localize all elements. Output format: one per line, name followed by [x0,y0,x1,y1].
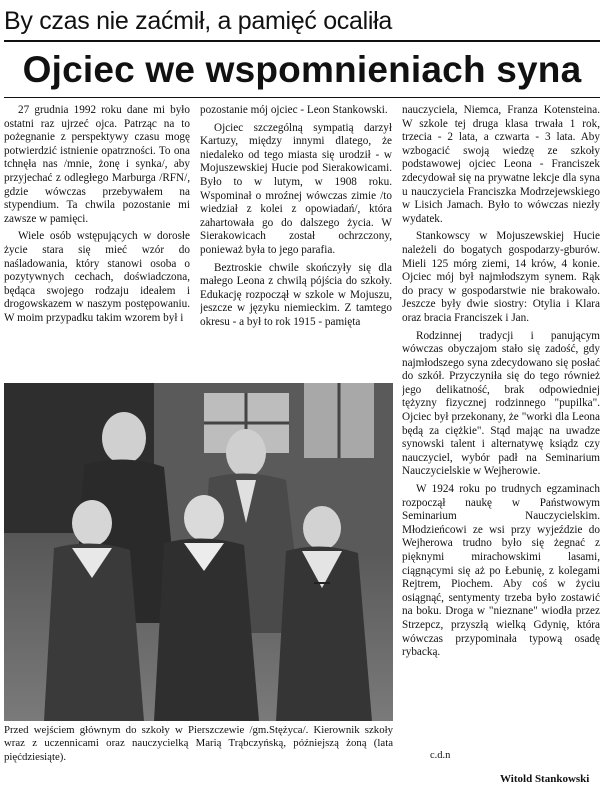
photo-caption: Przed wejściem głównym do szkoły w Pierszczewie /gm.Stężyca/. Kierownik szkoły wraz z uczennicami oraz nauczycielką Marią Trąbczyńską, późniejszą żoną (lata pięćdziesiąte). [4,724,393,763]
section-kicker: By czas nie zaćmił, a pamięć ocaliła [4,7,392,35]
paragraph: Stankowscy w Mojuszewskiej Hucie należeli do bogatych gospodarzy-gburów. Mieli 125 mórg ziemi, 14 krów, 4 konie. Ojciec mój był najmłodszym synem. Rąk do pracy w gospodarstwie nie brakowało. Jeszcze były dwie siostry: Otylia i Klara oraz bracia Franciszek i Jan. [402,230,600,324]
paragraph: Beztroskie chwile skończyły się dla małego Leona z chwilą pójścia do szkoły. Edukację rozpoczął w szkole w Mojuszu, jeszcze w języku niemieckim. Z tamtego okresu - a był to rok 1915 - pamięta [200,261,392,328]
paragraph: Ojciec szczególną sympatią darzył Kartuzy, między innymi dlatego, że niedaleko od tego miasta się urodził - w Mojuszewskiej Hucie pod Sierakowicami. Było to w lutym, w 1908 roku. Wspominał o mroźnej wówczas zimie /to wiedział z kolei z opowiadań/, która zahartowała go do dalszego życia. W Sierakowicach został ochrzczony, ponieważ była to jego parafia. [200,121,392,256]
paragraph: Wiele osób wstępujących w dorosłe życie stara się mieć wzór do naśladowania, który stanowi osoba o pozytywnych cechach, doświadczona, będąca swojego rodzaju ideałem i drogowskazem w naszym postępowaniu. W moim przypadku takim wzorem był i [4,230,190,324]
header-rule [4,40,600,42]
group-photo [4,383,393,721]
article-column-1 [4,104,190,376]
group-photo-illustration [4,383,393,721]
article-column-3 [402,104,600,748]
paragraph: nauczyciela, Niemca, Franza Kotensteina. W szkole tej druga klasa trwała 1 rok, trzecia - 2 lata, a czwarta - 3 lata. Aby wzbogacić swoją wiedzę ze szkoły podstawowej ojciec Leona - Franciszek zdecydował się na prywatne lekcje dla syna u nauczyciela Franciszka Modrzejewskiego w Lisich Jamach. Było to wówczas niezły wydatek. [402,104,600,225]
paragraph: 27 grudnia 1992 roku dane mi było ostatni raz ujrzeć ojca. Patrząc na to pożegnanie z perspektywy czasu mogę potwierdzić istnienie opatrzności. To ona tchnęła nas /mnie, żonę i synka/, aby przyjechać z odległego Marburga /RFN/, gdzie wówczas przebywałem na stypendium. Ta chwila pozostanie mi zawsze w pamięci. [4,104,190,225]
continuation-note: c.d.n [430,750,451,761]
headline-rule [4,97,600,98]
paragraph: pozostanie mój ojciec - Leon Stankowski. [200,104,388,116]
article-headline: Ojciec we wspomnieniach syna [22,49,582,90]
paragraph: Rodzinnej tradycji i panującym wówczas obyczajom stało się zadość, gdy najmłodszego syna zdecydowano się posłać do szkół. Przyczyniła się do tego również jego delikatność, brak odpowiedniej tężyzny fizycznej rodzinnego "pupilka". Ojciec był przekonany, że "worki dla Leona będą za ciężkie". Stąd mając na uwadze synowski talent i alternatywę ksiądz czy nauczyciel, wybór padł na Seminarium Nauczycielskie w Wejherowie. [402,329,600,478]
author-byline: Witold Stankowski [500,773,590,785]
paragraph: W 1924 roku po trudnych egzaminach rozpoczął naukę w Państwowym Seminarium Nauczycielskim. Młodzieńcowi ze wsi przy wyjeździe do Wejherowa trudno było się żegnać z pięknymi mirachowskimi lasami, ciągnącymi się aż po Łebunię, z kolegami Rejtrem, Piochem. Aby coś w życiu osiągnąć, sentymenty trzeba było zostawić na boku. Droga w "nieznane" wiodła przez Strzepcz, przyszłą wielką Gdynię, która wówczas przypominała typową osadę rybacką. [402,483,600,659]
article-column-2 [200,104,392,376]
